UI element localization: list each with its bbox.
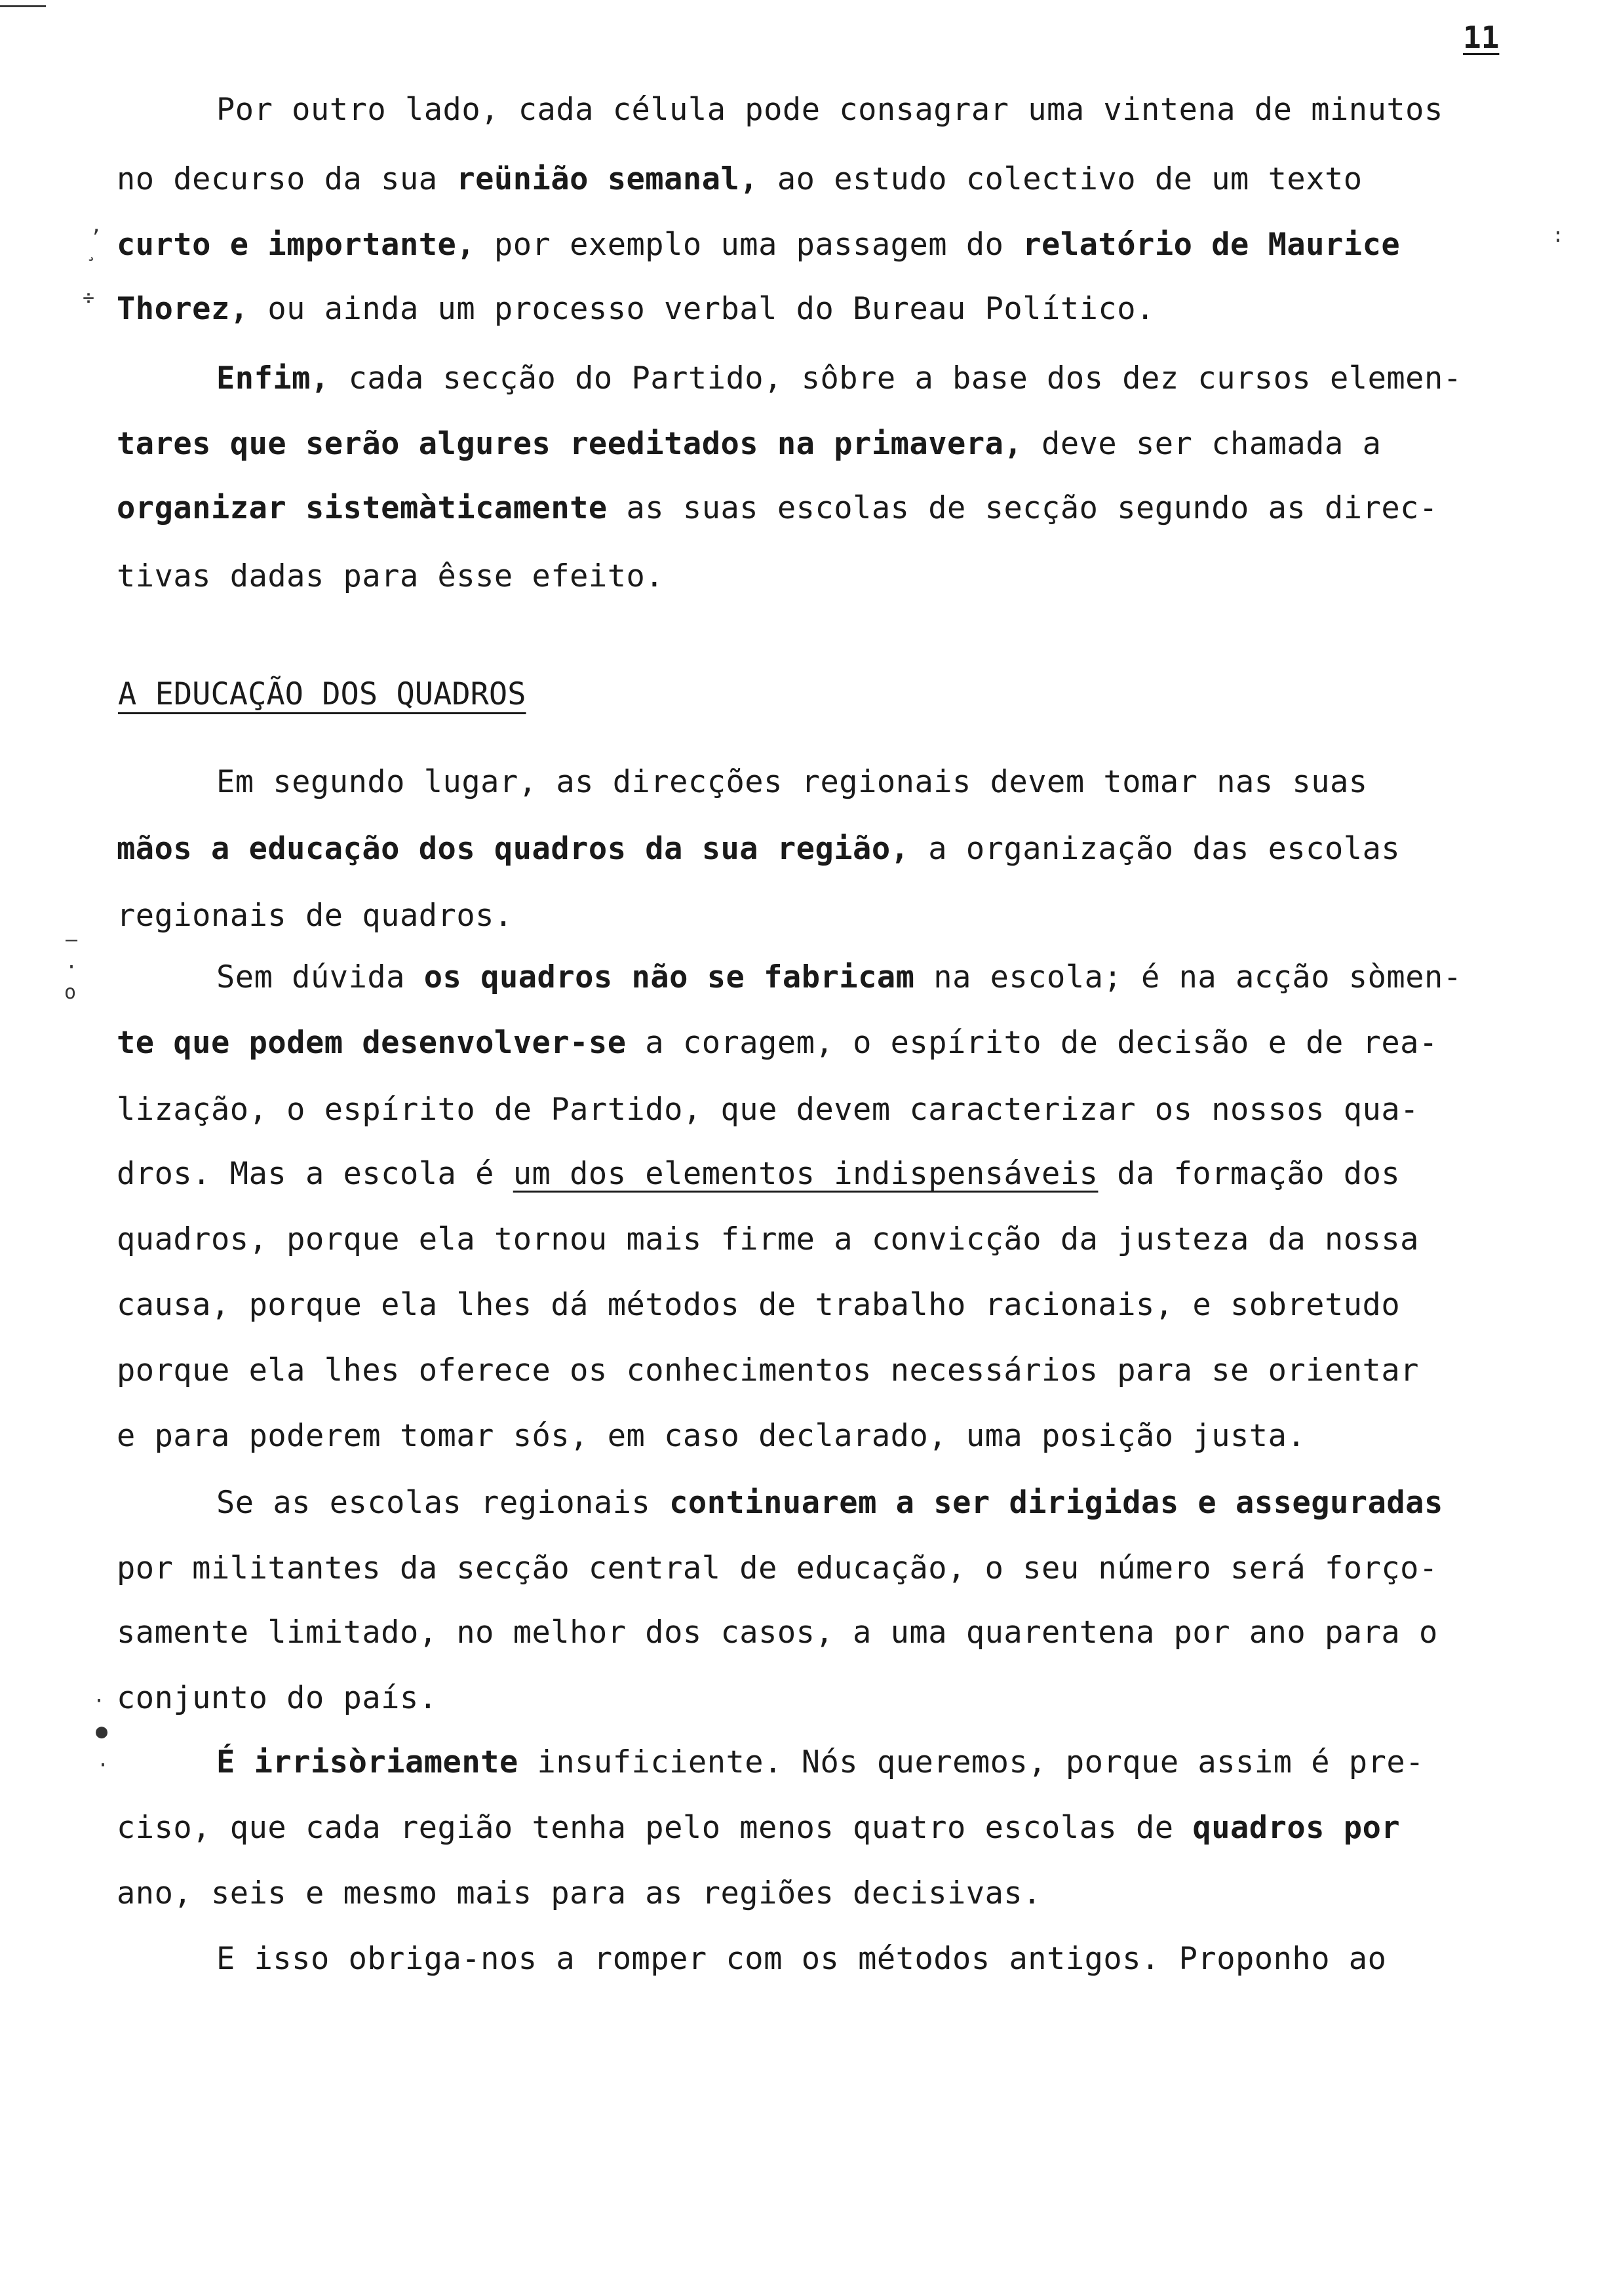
text-run-bold: mãos a educação dos quadros da sua região, (117, 831, 910, 867)
text-run-bold: reünião semanal, (456, 161, 759, 197)
text-run: Por outro lado, cada célula pode consagrar uma vintena de minutos (216, 92, 1443, 128)
text-run-bold: tares que serão algures reeditados na primavera, (117, 426, 1023, 462)
text-run: Sem dúvida (216, 959, 424, 995)
text-run: ao estudo colectivo de um texto (758, 161, 1363, 197)
margin-mark-5: · (66, 956, 78, 979)
text-run: Em segundo lugar, as direcções regionais devem tomar nas suas (216, 764, 1368, 800)
text-run-bold: te que podem desenvolver-se (117, 1025, 627, 1061)
text-run: regionais de quadros. (117, 898, 513, 934)
text-line-6 (117, 426, 1382, 462)
text-line-14 (117, 1092, 1419, 1128)
margin-mark-4: – (66, 928, 78, 951)
margin-mark-2: ¸ (85, 239, 98, 262)
text-line-22 (117, 1615, 1438, 1651)
margin-mark-9: · (97, 1754, 109, 1777)
text-run: a coragem, o espírito de decisão e de rea- (626, 1025, 1438, 1061)
text-line-25 (117, 1810, 1401, 1846)
text-run: quadros, porque ela tornou mais firme a convicção da justeza da nossa (117, 1221, 1419, 1257)
top-edge-rule (0, 5, 46, 7)
text-run: tivas dadas para êsse efeito. (117, 558, 665, 594)
text-line-12 (216, 959, 1462, 995)
text-run: porque ela lhes oferece os conhecimentos necessários para se orientar (117, 1352, 1419, 1388)
text-run: lização, o espírito de Partido, que devem caracterizar os nossos qua- (117, 1092, 1419, 1128)
text-run: e para poderem tomar sós, em caso declarado, uma posição justa. (117, 1418, 1306, 1454)
text-run-bold: quadros por (1192, 1810, 1401, 1846)
text-line-7 (117, 490, 1438, 526)
text-line-17 (117, 1287, 1401, 1323)
text-line-3 (117, 227, 1401, 263)
text-line-8 (117, 558, 665, 594)
text-run: no decurso da sua (117, 161, 457, 197)
page-number: 11 (1463, 20, 1500, 55)
text-line-15 (117, 1156, 1401, 1192)
text-run: cada secção do Partido, sôbre a base dos dez cursos elemen- (329, 360, 1462, 396)
text-line-1 (216, 92, 1443, 128)
text-run-bold: continuarem a ser dirigidas e asseguradas (669, 1485, 1443, 1521)
text-run: as suas escolas de secção segundo as direc- (607, 490, 1438, 526)
text-run: samente limitado, no melhor dos casos, a uma quarentena por ano para o (117, 1615, 1438, 1651)
margin-mark-8: ● (96, 1720, 108, 1743)
text-line-10 (117, 831, 1401, 867)
text-run: deve ser chamada a (1022, 426, 1382, 462)
margin-mark-6: o (64, 981, 77, 1004)
text-run: na escola; é na acção sòmen- (914, 959, 1462, 995)
text-run: conjunto do país. (117, 1680, 438, 1716)
text-line-27 (216, 1941, 1387, 1977)
text-run: Se as escolas regionais (216, 1485, 670, 1521)
text-line-4 (117, 291, 1155, 327)
text-run: ciso, que cada região tenha pelo menos quatro escolas de (117, 1810, 1193, 1846)
text-run: causa, porque ela lhes dá métodos de trabalho racionais, e sobretudo (117, 1287, 1401, 1323)
text-run-bold: Thorez, (117, 291, 249, 327)
text-line-13 (117, 1025, 1438, 1061)
margin-mark-7: · (93, 1690, 106, 1713)
text-line-19 (117, 1418, 1306, 1454)
text-run: ou ainda um processo verbal do Bureau Político. (248, 291, 1155, 327)
text-run-bold: os quadros não se fabricam (423, 959, 915, 995)
text-line-16 (117, 1221, 1419, 1257)
text-run: E isso obriga-nos a romper com os métodos antigos. Proponho ao (216, 1941, 1387, 1977)
margin-mark-1: , (90, 214, 103, 237)
text-run: por exemplo uma passagem do (475, 227, 1023, 263)
text-run-bold: Enfim, (216, 360, 330, 396)
text-run: dros. Mas a escola é (117, 1156, 513, 1192)
text-line-24 (216, 1744, 1424, 1780)
margin-mark-3: ÷ (83, 286, 95, 309)
text-run-underlined: um dos elementos indispensáveis (513, 1156, 1099, 1192)
text-line-21 (117, 1550, 1438, 1586)
text-line-9 (216, 764, 1368, 800)
text-run-bold: curto e importante, (117, 227, 476, 263)
text-line-2 (117, 161, 1363, 197)
text-run-bold: relatório de Maurice (1022, 227, 1401, 263)
text-line-20 (216, 1485, 1443, 1521)
text-line-11 (117, 898, 513, 934)
text-run: ano, seis e mesmo mais para as regiões decisivas. (117, 1875, 1042, 1911)
text-line-26 (117, 1875, 1042, 1911)
section-heading: A EDUCAÇÃO DOS QUADROS (118, 676, 526, 712)
text-line-23 (117, 1680, 438, 1716)
text-run: insuficiente. Nós queremos, porque assim é pre- (518, 1744, 1424, 1780)
text-run: a organização das escolas (909, 831, 1401, 867)
text-line-18 (117, 1352, 1419, 1388)
text-run-bold: organizar sistemàticamente (117, 490, 608, 526)
text-line-5 (216, 360, 1462, 396)
text-run-bold: É irrisòriamente (216, 1744, 518, 1780)
text-run: por militantes da secção central de educação, o seu número será forço- (117, 1550, 1438, 1586)
text-run: da formação dos (1098, 1156, 1401, 1192)
margin-mark-10: : (1552, 224, 1565, 247)
